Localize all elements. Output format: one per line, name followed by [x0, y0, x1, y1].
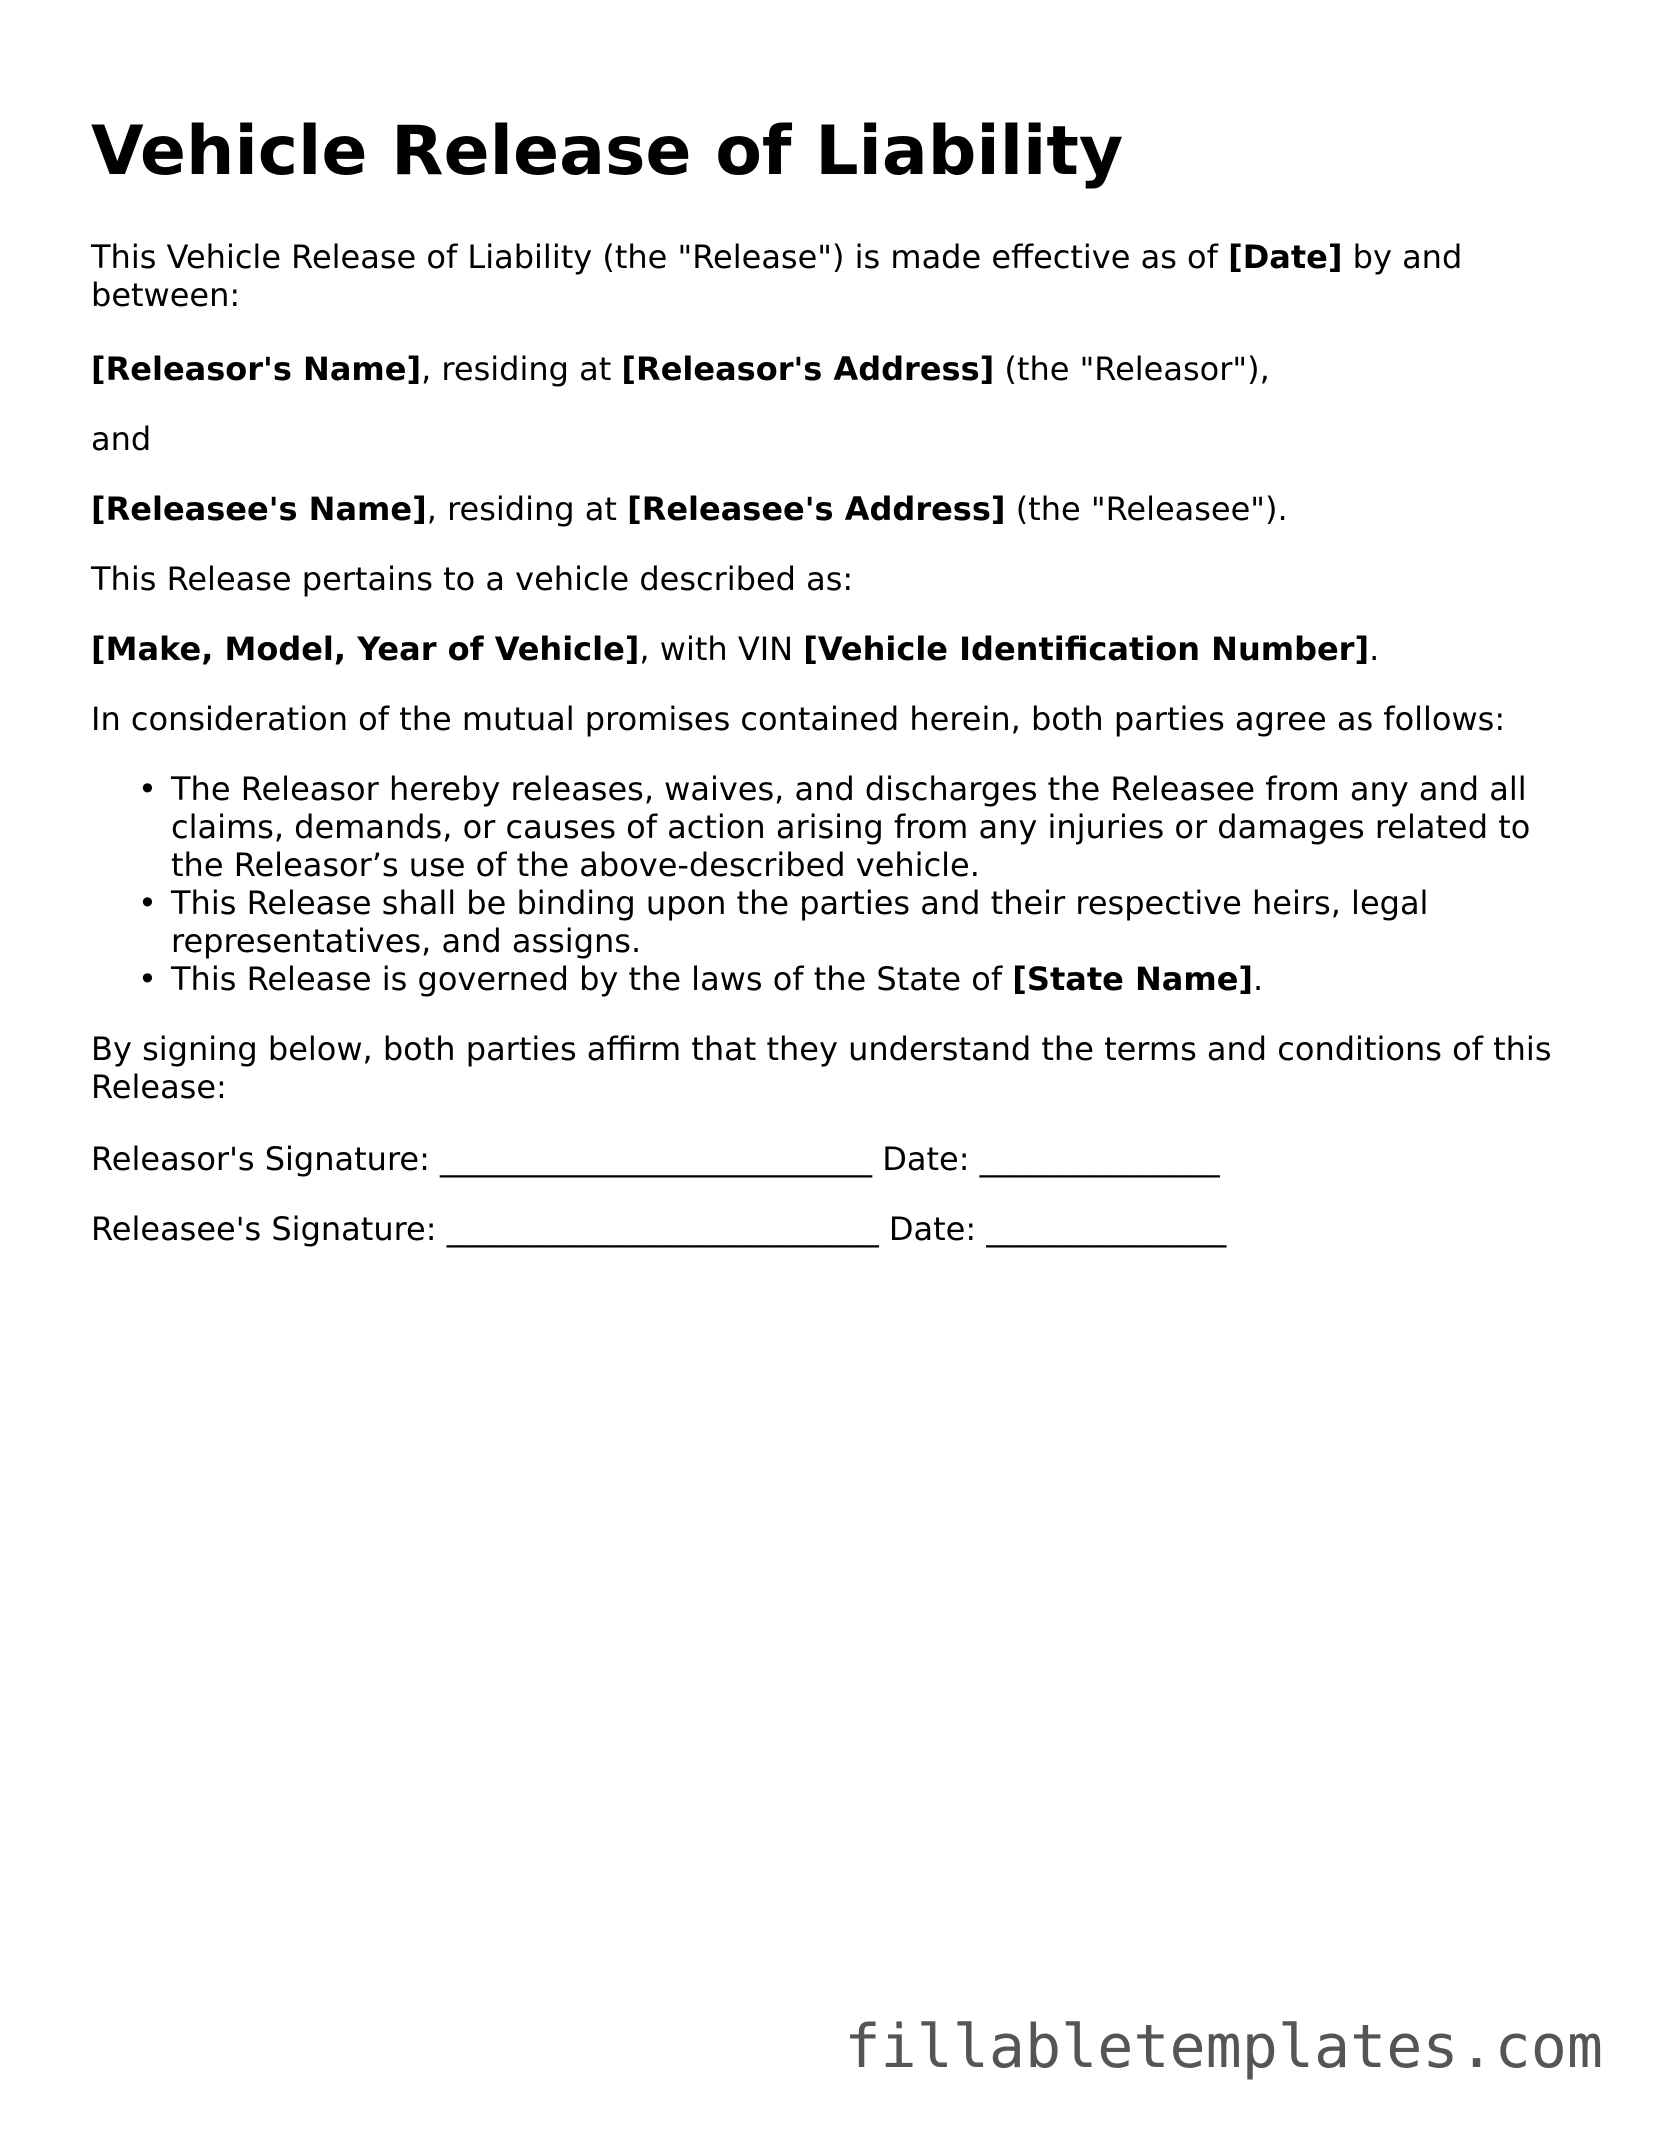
watermark-brand: fillabletemplates.com [844, 2012, 1603, 2082]
releasee-address-placeholder: [Releasee's Address] [627, 490, 1006, 528]
term-text: The Releasor hereby releases, waives, and discharges the Releasee from any and all claims, demands, or causes of action arising from any injuries or damages related to the Releasor’s use of the above-described vehicle. [171, 770, 1531, 884]
list-item [138, 960, 1581, 998]
consideration-paragraph: In consideration of the mutual promises contained herein, both parties agree as follows: [91, 700, 1506, 738]
intro-text-end: by and between: [91, 238, 1463, 314]
vehicle-intro: This Release pertains to a vehicle described as: [91, 560, 854, 598]
releasor-residing-text: , residing at [421, 350, 622, 388]
releasor-name-placeholder: [Releasor's Name] [91, 350, 422, 388]
releasor-role-text: (the "Releasor"), [994, 350, 1270, 388]
vin-placeholder: [Vehicle Identification Number] [803, 630, 1370, 668]
releasee-role-text: (the "Releasee"). [1005, 490, 1288, 528]
vin-text: , with VIN [639, 630, 804, 668]
bullet-icon: • [138, 770, 157, 808]
effective-date-placeholder: [Date] [1228, 238, 1343, 276]
vehicle-description-placeholder: [Make, Model, Year of Vehicle] [91, 630, 640, 668]
list-item [138, 884, 1581, 960]
releasee-paragraph [91, 490, 1581, 528]
governing-law-end: . [1253, 960, 1264, 998]
releasor-address-placeholder: [Releasor's Address] [621, 350, 995, 388]
releasor-paragraph [91, 350, 1581, 388]
and-text: and [91, 420, 152, 458]
terms-list [91, 770, 1581, 998]
intro-text: This Vehicle Release of Liability (the "Release") is made effective as of [91, 238, 1229, 276]
releasor-signature-line: Releasor's Signature: ___________________________ Date: _______________ [91, 1140, 1220, 1178]
governing-law-text: This Release is governed by the laws of the State of [171, 960, 1013, 998]
bullet-icon: • [138, 960, 157, 998]
vehicle-paragraph [91, 630, 1581, 668]
intro-paragraph [91, 238, 1581, 314]
releasee-residing-text: , residing at [426, 490, 628, 528]
term-text: This Release shall be binding upon the parties and their respective heirs, legal representatives, and assigns. [171, 884, 1429, 960]
bullet-icon: • [138, 884, 157, 922]
vehicle-end: . [1369, 630, 1380, 668]
document-title: Vehicle Release of Liability [91, 112, 1124, 191]
releasee-signature-line: Releasee's Signature: ___________________________ Date: _______________ [91, 1210, 1227, 1248]
state-name-placeholder: [State Name] [1012, 960, 1254, 998]
affirm-paragraph: By signing below, both parties affirm that they understand the terms and conditions of this Release: [91, 1030, 1552, 1106]
list-item [138, 770, 1581, 884]
releasee-name-placeholder: [Releasee's Name] [91, 490, 427, 528]
